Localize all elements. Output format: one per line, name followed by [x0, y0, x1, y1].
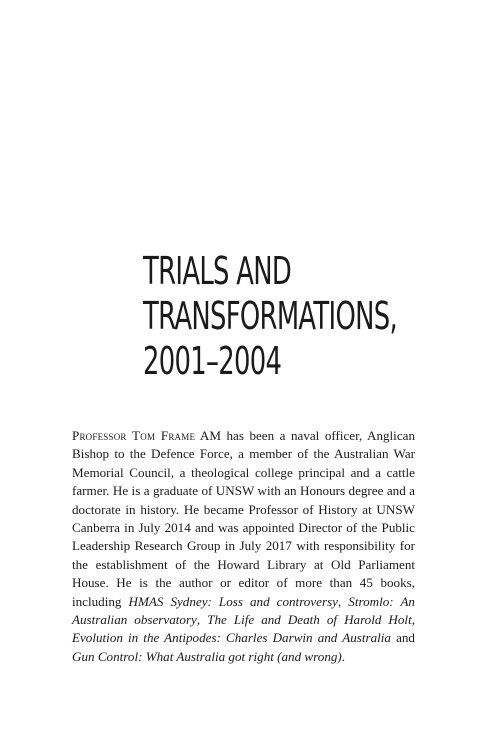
book-title-hmas-sydney: HMAS Sydney: Loss and controversy	[128, 593, 338, 609]
bio-separator: and	[390, 630, 415, 646]
title-line-1: TRIALS AND	[143, 249, 292, 293]
title-line-2: TRANSFORMATIONS,	[143, 294, 398, 338]
author-bio	[72, 427, 415, 666]
book-title-gun-control: Gun Control: What Australia got right (and wrong)	[72, 648, 342, 664]
book-title-stromlo: Stromlo: An Australian observatory	[72, 593, 415, 628]
book-title	[143, 249, 397, 384]
book-title-evolution: Evolution in the Antipodes: Charles Darwin and Australia	[72, 630, 391, 646]
bio-separator: ,	[196, 612, 208, 628]
bio-text: AM has been a naval officer, Anglican Bishop to the Defence Force, a member of the Australian War Memorial Council, a theological college principal and a cattle farmer. He is a graduate of UNSW with an Honours degree and a doctorate in history. He became Professor of History at UNSW Canberra in July 2014 and was appointed Director of the Public Leadership Research Group in July 2017 with responsibility for the establishment of the Howard Library at Old Parliament House. He is the author or editor of more than 45 books, including	[72, 428, 415, 609]
bio-separator: ,	[337, 593, 349, 609]
bio-end: .	[341, 648, 346, 664]
author-name: Professor Tom Frame	[72, 428, 196, 443]
bio-separator: ,	[411, 612, 415, 628]
book-title-harold-holt: The Life and Death of Harold Holt	[207, 612, 412, 628]
title-line-3: 2001–2004	[143, 339, 282, 383]
